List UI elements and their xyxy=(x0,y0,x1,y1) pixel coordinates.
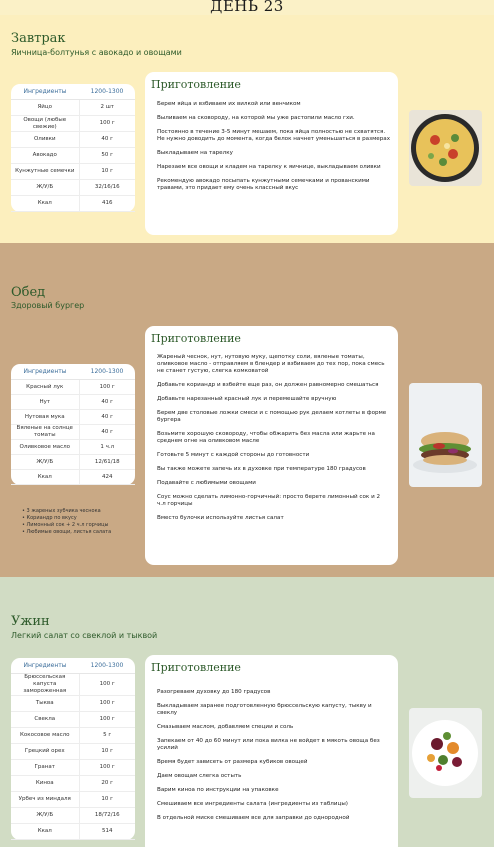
ingredient-name: Кокосовое масло xyxy=(11,728,79,744)
preparation-step: Запекаем от 40 до 60 минут или пока вилка не войдет в мякоть овоща без усилий xyxy=(157,738,380,751)
ingredient-amount: 40 г xyxy=(79,410,135,425)
table-row xyxy=(11,164,135,180)
header-amount: 1200-1300 xyxy=(79,84,135,100)
table-row xyxy=(11,425,135,440)
table-row xyxy=(11,824,135,840)
preparation-step: Берем две столовые ложки смеси и с помощью рук делаем котлеты в форме бургера xyxy=(157,410,387,423)
ingredient-amount: 100 г xyxy=(79,674,135,696)
ingredient-amount: 100 г xyxy=(79,696,135,712)
ingredient-name: Вяленые на солнце томаты xyxy=(11,425,79,440)
ingredient-amount: 416 xyxy=(79,196,135,212)
ingredient-name: Нутовая мука xyxy=(11,410,79,425)
header-amount: 1200-1300 xyxy=(79,364,135,380)
ingredient-name: Тыква xyxy=(11,696,79,712)
ingredient-name: Киноа xyxy=(11,776,79,792)
preparation-step: Даем овощам слегка остыть xyxy=(157,773,242,779)
preparation-title: Приготовление xyxy=(151,78,241,91)
preparation-step: Выкладываем на тарелку xyxy=(157,150,233,156)
table-row xyxy=(11,696,135,712)
table-row xyxy=(11,132,135,148)
ingredient-name: Брюссельская капуста замороженная xyxy=(11,674,79,696)
lunch-section xyxy=(0,243,494,577)
ingredient-name: Ккал xyxy=(11,470,79,485)
table-row xyxy=(11,760,135,776)
meal-title-breakfast: Завтрак xyxy=(11,31,66,46)
ingredient-name: Урбеч из миндаля xyxy=(11,792,79,808)
ingredient-amount: 514 xyxy=(79,824,135,840)
preparation-step: Вы также можете запечь их в духовке при температуре 180 градусов xyxy=(157,466,366,472)
preparation-step: Готовьте 5 минут с каждой стороны до готовности xyxy=(157,452,310,458)
note-item: • Лимонный сок + 2 ч.л горчицы xyxy=(22,522,111,529)
preparation-step: Смешиваем все ингредиенты салата (ингредиенты из таблицы) xyxy=(157,801,348,807)
meal-title-lunch: Обед xyxy=(11,285,46,300)
ingredients-table xyxy=(11,658,135,840)
preparation-step: Выкладываем заранее подготовленную брюссельскую капусту, тыкву и свеклу xyxy=(157,703,372,716)
day-title: ДЕНЬ 23 xyxy=(0,0,494,15)
ingredient-amount: 1 ч.л xyxy=(79,440,135,455)
ingredient-name: Ж/У/Б xyxy=(11,180,79,196)
ingredient-name: Оливковое масло xyxy=(11,440,79,455)
ingredient-amount: 20 г xyxy=(79,776,135,792)
photo-scrambled-eggs xyxy=(409,110,482,186)
preparation-step: Берем яйца и взбиваем их вилкой или венчиком xyxy=(157,101,301,107)
ingredient-name: Грецкий орех xyxy=(11,744,79,760)
preparation-step: Время будет зависеть от размера кубиков овощей xyxy=(157,759,308,765)
note-item: • Любимые овощи, листья салата xyxy=(22,529,111,536)
ingredient-name: Ккал xyxy=(11,824,79,840)
ingredient-amount: 10 г xyxy=(79,164,135,180)
preparation-step: Добавьте кориандр и взбейте еще раз, он должен равномерно смешаться xyxy=(157,382,379,388)
note-item: • 3 жареных зубчика чеснока xyxy=(22,508,111,515)
preparation-step: Выливаем на сковороду, на которой мы уже растопили масло гхи. xyxy=(157,115,355,121)
ingredient-amount: 424 xyxy=(79,470,135,485)
table-row xyxy=(11,100,135,116)
ingredients-table-breakfast xyxy=(11,84,135,212)
preparation-title: Приготовление xyxy=(151,661,241,674)
breakfast-section xyxy=(0,15,494,243)
preparation-step: Постоянно в течение 3-5 минут мешаем, пока яйца полностью не схватятся. Не нужно доводить до момента, когда белок начнет уменьшаться в размерах xyxy=(157,129,391,142)
ingredient-name: Гранат xyxy=(11,760,79,776)
preparation-step: В отдельной миске смешиваем все для заправки до однородной xyxy=(157,815,350,821)
preparation-steps xyxy=(157,101,390,199)
table-row xyxy=(11,712,135,728)
ingredient-name: Яйцо xyxy=(11,100,79,116)
table-row xyxy=(11,440,135,455)
preparation-step: Разогреваем духовку до 180 градусов xyxy=(157,689,271,695)
ingredient-name: Ккал xyxy=(11,196,79,212)
ingredient-amount: 100 г xyxy=(79,116,135,132)
table-row xyxy=(11,744,135,760)
table-row xyxy=(11,792,135,808)
preparation-steps xyxy=(157,689,390,829)
header-amount: 1200-1300 xyxy=(79,658,135,674)
table-row xyxy=(11,148,135,164)
preparation-step: Подавайте с любимыми овощами xyxy=(157,480,256,486)
ingredient-name: Кунжутные семечки xyxy=(11,164,79,180)
preparation-card-lunch xyxy=(145,326,398,565)
table-row xyxy=(11,395,135,410)
table-row xyxy=(11,410,135,425)
ingredient-amount: 5 г xyxy=(79,728,135,744)
ingredient-name: Красный лук xyxy=(11,380,79,395)
dish-name-lunch: Здоровый бургер xyxy=(11,301,85,310)
ingredient-amount: 100 г xyxy=(79,380,135,395)
header-ingredients: Ингредиенты xyxy=(11,84,79,100)
ingredients-table-lunch xyxy=(11,364,135,485)
ingredient-amount: 100 г xyxy=(79,760,135,776)
ingredient-amount: 10 г xyxy=(79,792,135,808)
lunch-notes xyxy=(22,508,111,536)
ingredient-amount: 40 г xyxy=(79,425,135,440)
preparation-card-breakfast xyxy=(145,72,398,235)
table-row xyxy=(11,674,135,696)
table-row xyxy=(11,808,135,824)
ingredient-amount: 18/72/16 xyxy=(79,808,135,824)
preparation-steps xyxy=(157,354,390,529)
preparation-step: Соус можно сделать лимонно-горчичный: просто берете лимонный сок и 2 ч.л горчицы xyxy=(157,494,381,507)
preparation-step: Жареный чеснок, нут, нутовую муку, щепотку соли, вяленые томаты, оливковое масло - отправляем в блендер и взбиваем до тех пор, пока смесь не станет густую, слегка комковатой xyxy=(157,354,385,374)
preparation-step: Рекомендую авокадо посыпать кунжутными семечками и прованскими травами, это придает ему очень классный вкус xyxy=(157,178,370,191)
header-ingredients: Ингредиенты xyxy=(11,658,79,674)
ingredients-table-dinner xyxy=(11,658,135,840)
ingredient-name: Ж/У/Б xyxy=(11,455,79,470)
preparation-step: Добавьте нарезанный красный лук и перемешайте вручную xyxy=(157,396,337,402)
ingredient-amount: 2 шт xyxy=(79,100,135,116)
table-header-row xyxy=(11,84,135,100)
header-ingredients: Ингредиенты xyxy=(11,364,79,380)
ingredient-name: Оливки xyxy=(11,132,79,148)
preparation-step: Смазываем маслом, добавляем специи и соль xyxy=(157,724,294,730)
photo-beet-pumpkin-salad xyxy=(409,708,482,798)
ingredient-amount: 100 г xyxy=(79,712,135,728)
ingredient-name: Свекла xyxy=(11,712,79,728)
table-row xyxy=(11,116,135,132)
preparation-step: Нарезаем все овощи и кладем на тарелку к яичнице, выкладываем оливки xyxy=(157,164,381,170)
dish-name-dinner: Легкий салат со свеклой и тыквой xyxy=(11,631,158,640)
table-header-row xyxy=(11,658,135,674)
table-row xyxy=(11,728,135,744)
table-row xyxy=(11,470,135,485)
ingredient-amount: 10 г xyxy=(79,744,135,760)
preparation-step: Варим киноа по инструкции на упаковке xyxy=(157,787,279,793)
ingredient-name: Нут xyxy=(11,395,79,410)
ingredient-amount: 12/61/18 xyxy=(79,455,135,470)
ingredient-name: Овощи (любые свежие) xyxy=(11,116,79,132)
table-row xyxy=(11,380,135,395)
ingredients-table xyxy=(11,84,135,212)
ingredient-name: Ж/У/Б xyxy=(11,808,79,824)
note-item: • Кориандр по вкусу xyxy=(22,515,111,522)
ingredients-table xyxy=(11,364,135,485)
table-row xyxy=(11,196,135,212)
preparation-step: Возьмите хорошую сковороду, чтобы обжарить без масла или жарьте на среднем огне на оливковом масле xyxy=(157,431,375,444)
table-row xyxy=(11,776,135,792)
table-header-row xyxy=(11,364,135,380)
dinner-section xyxy=(0,577,494,847)
ingredient-amount: 40 г xyxy=(79,395,135,410)
table-row xyxy=(11,455,135,470)
preparation-title: Приготовление xyxy=(151,332,241,345)
ingredient-amount: 40 г xyxy=(79,132,135,148)
ingredient-amount: 50 г xyxy=(79,148,135,164)
preparation-card-dinner xyxy=(145,655,398,847)
ingredient-amount: 32/16/16 xyxy=(79,180,135,196)
preparation-step: Вместо булочки используйте листья салат xyxy=(157,515,284,521)
dish-name-breakfast: Яичница-болтунья с авокадо и овощами xyxy=(11,48,182,57)
photo-burger xyxy=(409,383,482,487)
meal-title-dinner: Ужин xyxy=(11,614,50,629)
table-row xyxy=(11,180,135,196)
ingredient-name: Авокадо xyxy=(11,148,79,164)
